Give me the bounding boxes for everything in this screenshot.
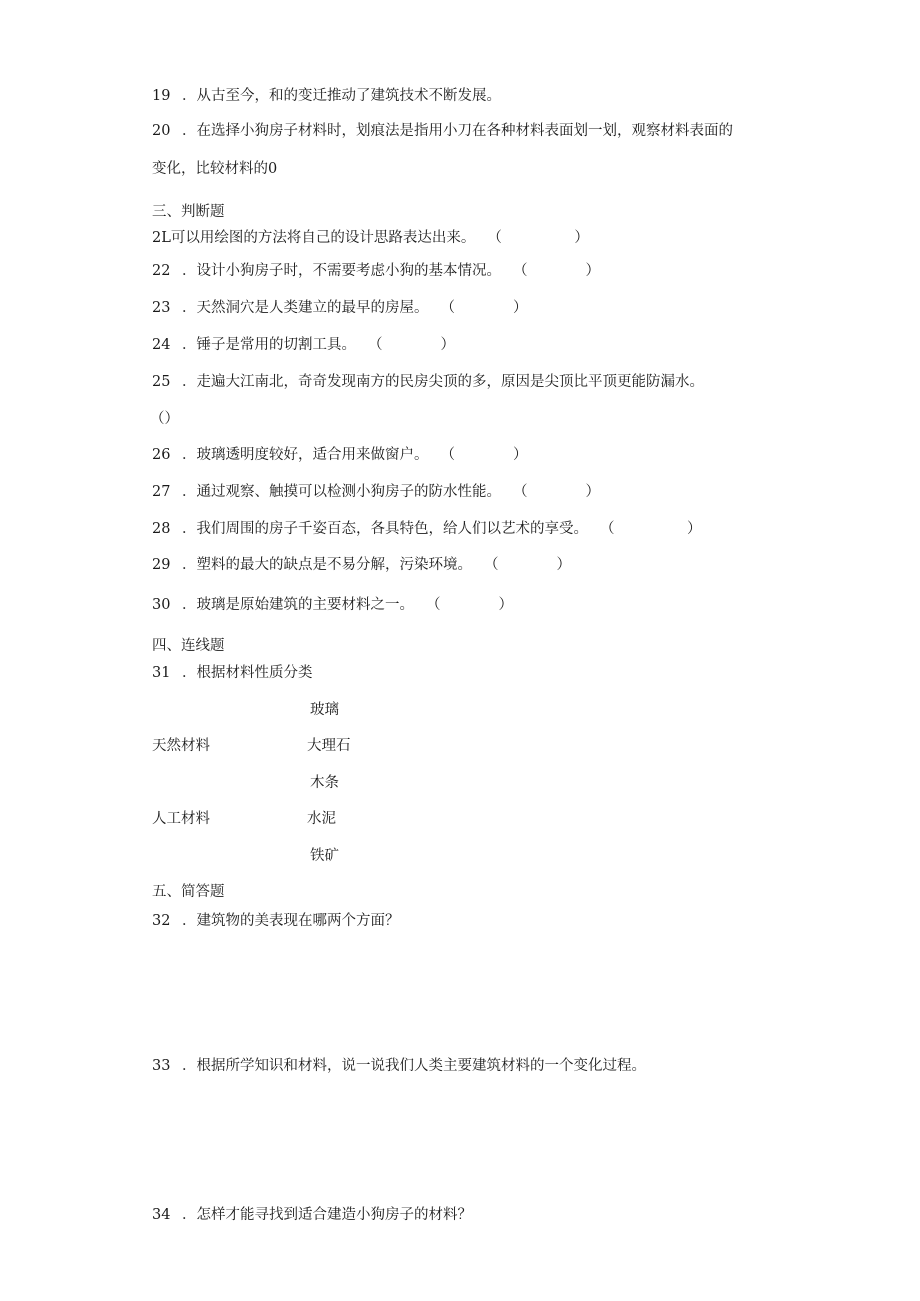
question-23 (152, 299, 528, 317)
section-5-title: 五、简答题 (152, 884, 225, 900)
question-text: ．在选择小狗房子材料时，划痕法是指用小刀在各种材料表面划一划，观察材料表面的 (182, 123, 733, 139)
answer-parentheses[interactable]: （ ） (487, 230, 589, 246)
question-32 (152, 912, 400, 930)
question-number: 22 (152, 263, 171, 279)
question-29 (152, 556, 571, 574)
question-text: ．怎样才能寻找到适合建造小狗房子的材料？ (182, 1207, 472, 1223)
question-text: ．我们周围的房子千姿百态，各具特色，给人们以艺术的享受。 (182, 521, 588, 537)
question-19 (152, 87, 501, 105)
question-text: ．走遍大江南北，奇奇发现南方的民房尖顶的多，原因是尖顶比平顶更能防漏水。 (182, 374, 704, 390)
answer-parentheses[interactable]: （） (150, 411, 179, 427)
question-33 (152, 1057, 646, 1075)
answer-parentheses[interactable]: （ ） (513, 484, 600, 500)
answer-parentheses[interactable]: （ ） (484, 557, 571, 573)
question-text: ．从古至今，和的变迁推动了建筑技术不断发展。 (182, 88, 501, 104)
answer-parentheses[interactable]: （ ） (600, 521, 702, 537)
question-28 (152, 520, 702, 538)
question-number: 34 (152, 1207, 171, 1223)
question-34 (152, 1206, 472, 1224)
question-text: ．天然洞穴是人类建立的最早的房屋。 (182, 300, 429, 316)
question-number: 20 (152, 123, 171, 139)
question-number: 30 (152, 597, 171, 613)
material-glass[interactable]: 玻璃 (310, 702, 339, 718)
question-26 (152, 446, 528, 464)
question-text: ．玻璃是原始建筑的主要材料之一。 (182, 597, 414, 613)
answer-parentheses[interactable]: （ ） (440, 300, 528, 316)
category-artificial[interactable]: 人工材料 (152, 811, 210, 827)
question-text: ．建筑物的美表现在哪两个方面？ (182, 913, 400, 929)
question-number: 29 (152, 557, 171, 573)
question-number: 23 (152, 300, 171, 316)
question-text: ．根据材料性质分类 (182, 665, 313, 681)
section-4-title: 四、连线题 (152, 638, 225, 654)
answer-parentheses[interactable]: （ ） (440, 447, 528, 463)
question-number: 26 (152, 447, 171, 463)
question-text: ．玻璃透明度较好，适合用来做窗户。 (182, 447, 429, 463)
question-number: 33 (152, 1058, 171, 1074)
question-20-continuation: 变化，比较材料的0 (152, 161, 278, 177)
question-text: ．通过观察、触摸可以检测小狗房子的防水性能。 (182, 484, 501, 500)
section-3-title: 三、判断题 (152, 204, 225, 220)
question-text: ．塑料的最大的缺点是不易分解，污染环境。 (182, 557, 472, 573)
material-cement[interactable]: 水泥 (307, 811, 336, 827)
question-22 (152, 262, 600, 280)
question-number: 2L (152, 230, 171, 246)
question-27 (152, 483, 600, 501)
question-number: 28 (152, 521, 171, 537)
material-wood-strip[interactable]: 木条 (310, 775, 339, 791)
question-number: 31 (152, 665, 171, 681)
question-number: 32 (152, 913, 171, 929)
answer-parentheses[interactable]: （ ） (426, 597, 513, 613)
question-number: 25 (152, 374, 171, 390)
material-marble[interactable]: 大理石 (307, 738, 351, 754)
question-text: 可以用绘图的方法将自己的设计思路表达出来。 (170, 230, 476, 246)
answer-parentheses[interactable]: （ ） (513, 263, 600, 279)
question-24 (152, 336, 455, 354)
question-20 (152, 122, 733, 140)
category-natural[interactable]: 天然材料 (152, 738, 210, 754)
question-number: 24 (152, 337, 171, 353)
question-text: ．根据所学知识和材料，说一说我们人类主要建筑材料的一个变化过程。 (182, 1058, 646, 1074)
question-text: ．锤子是常用的切割工具。 (182, 337, 356, 353)
question-21 (152, 229, 589, 247)
question-number: 19 (152, 88, 171, 104)
material-iron-ore[interactable]: 铁矿 (310, 848, 339, 864)
question-31 (152, 664, 313, 682)
question-number: 27 (152, 484, 171, 500)
question-text: ．设计小狗房子时，不需要考虑小狗的基本情况。 (182, 263, 501, 279)
question-25 (152, 373, 704, 391)
question-30 (152, 596, 513, 614)
answer-parentheses[interactable]: （ ） (368, 337, 455, 353)
